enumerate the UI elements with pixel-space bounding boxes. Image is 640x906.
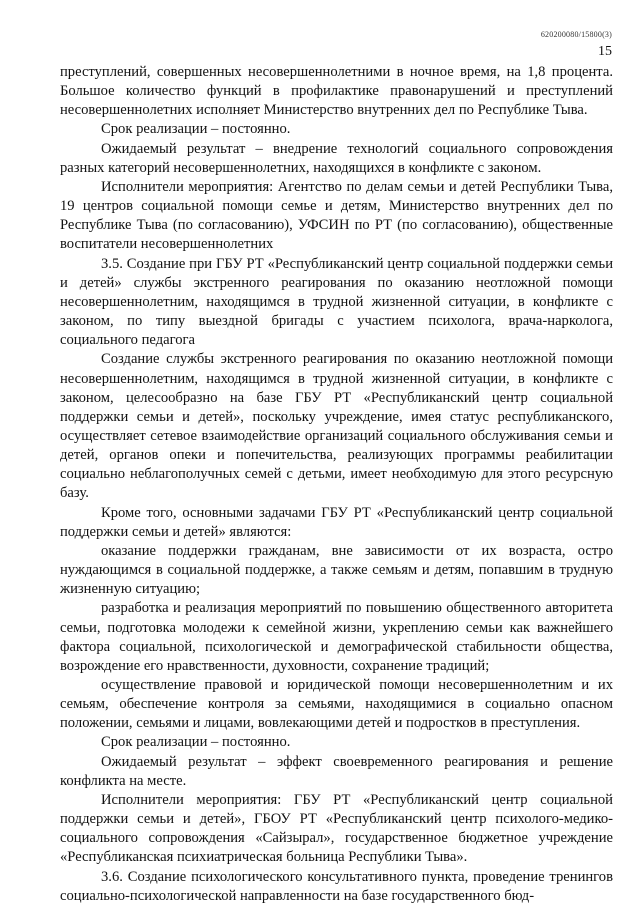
paragraph: оказание поддержки гражданам, вне зависимости от их возраста, остро нуждающимся в социальной поддержке, а также семьям и детям, попавшим в трудную жизненную ситуацию; [60,542,613,598]
paragraph: Исполнители мероприятия: Агентство по делам семьи и детей Республики Тыва, 19 центров социальной помощи семье и детям, Министерство внутренних дел по Республике Тыва (по согласованию), УФСИН по РТ (по согласованию), общественные воспитатели несовершеннолетних [60,178,613,253]
paragraph: преступлений, совершенных несовершеннолетними в ночное время, на 1,8 процента. Большое количество функций в профилактике правонарушений и преступлений несовершеннолетних исполняет Министерство внутренних дел по Республике Тыва. [60,64,613,119]
paragraph: Ожидаемый результат – эффект своевременного реагирования и решение конфликта на месте. [60,753,613,789]
paragraph: разработка и реализация мероприятий по повышению общественного авторитета семьи, подготовка молодежи к семейной жизни, укреплению семьи как важнейшего фактора социальной, психологической и демографической стабильности общества, возрождение его нравственности, духовности, сохранение традиций; [60,600,613,674]
document-code: 620200080/15800(3) [540,30,612,39]
paragraph: Срок реализации – постоянно. [101,734,291,751]
paragraph: 3.6. Создание психологического консультативного пункта, проведение тренингов социально-психологической направленности на базе государственного бюд- [60,868,613,904]
paragraph: Создание службы экстренного реагирования по оказанию неотложной помощи несовершеннолетним, находящимся в трудной жизненной ситуации, в конфликте с законом, целесообразно на базе ГБУ РТ «Республиканский центр социальной поддержки семьи и детей», поскольку учреждение, имея статус республиканского, осуществляет сетевое взаимодействие организаций социального обслуживания семьи и детей, органов опеки и попечительства, реализующих программы реабилитации социально неблагополучных семей с детьми, имеет необходимую для этого ресурсную базу. [60,351,613,502]
paragraph: Срок реализации – постоянно. [101,121,291,138]
paragraph: Кроме того, основными задачами ГБУ РТ «Республиканский центр социальной поддержки семьи и детей» являются: [60,504,613,540]
paragraph: осуществление правовой и юридической помощи несовершеннолетним и их семьям, обеспечение контроля за семьями, находящимися в социально опасном положении, семьями и лицами, вовлекающими детей и подростков в преступления. [60,677,613,732]
paragraph: 3.5. Создание при ГБУ РТ «Республиканский центр социальной поддержки семьи и детей» службы экстренного реагирования по оказанию неотложной помощи несовершеннолетним, находящимся в трудной жизненной ситуации, в конфликте с законом, по типу выездной бригады с участием психолога, врача-нарколога, социального педагога [60,255,613,349]
paragraph: Ожидаемый результат – внедрение технологий социального сопровождения разных категорий несовершеннолетних, находящихся в конфликте с законом. [60,140,613,176]
paragraph: Исполнители мероприятия: ГБУ РТ «Республиканский центр социальной поддержки семьи и детей», ГБОУ РТ «Республиканский центр психолого-медико-социального сопровождения «Сайзырал», государственное бюджетное учреждение «Республиканская психиатрическая больница Республики Тыва». [60,791,613,866]
page-number: 15 [598,44,612,59]
document-body [60,63,613,906]
